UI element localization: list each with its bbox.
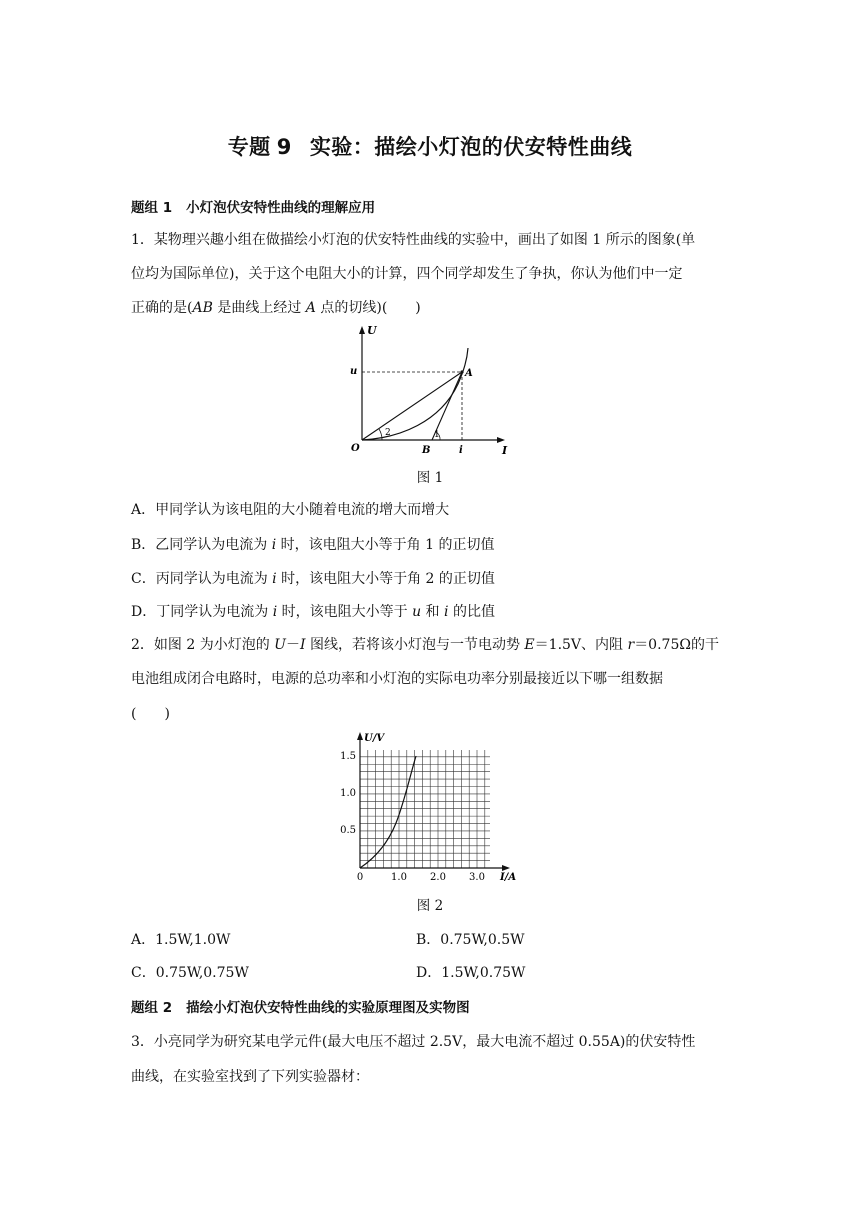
q2-line-1-dash: － (285, 637, 300, 653)
fig1-label-u-axis: U (367, 324, 377, 337)
q1-line-3-c: 是曲线上经过 (212, 300, 306, 316)
q1-line-3-ab: AB (192, 300, 213, 316)
q1-line-1: 1．某物理兴趣小组在做描绘小灯泡的伏安特性曲线的实验中，画出了如图 1 所示的图象(单 (131, 232, 696, 248)
q1-option-c-var: i (272, 571, 277, 587)
q2-line-3: ( ) (131, 706, 170, 722)
q1-option-b-post: 时，该电阻大小等于角 1 的正切值 (276, 537, 495, 553)
group-text: 小灯泡伏安特性曲线的理解应用 (186, 200, 376, 216)
q2-line-1-mid: 图线，若将该小灯泡与一节电动势 (305, 637, 525, 653)
q1-option-b-var: i (271, 537, 277, 553)
figure-1 (340, 322, 520, 457)
fig1-label-b: B (422, 445, 431, 456)
title-text: 实验：描绘小灯泡的伏安特性曲线 (309, 135, 633, 159)
q1-option-c-post: 时，该电阻大小等于角 2 的正切值 (276, 571, 495, 587)
q3-line-2: 曲线，在实验室找到了下列实验器材： (131, 1069, 369, 1085)
q1-option-a: A．甲同学认为该电阻的大小随着电流的增大而增大 (131, 502, 450, 518)
q2-line-1-u: U (274, 637, 286, 653)
group-heading-1 (131, 196, 375, 216)
fig1-x-arrow (497, 437, 505, 443)
fig1-label-a: A (465, 368, 473, 379)
title-prefix: 专题 (227, 135, 271, 159)
fig2-x-tick-2-0: 2.0 (430, 872, 446, 883)
q2-line-1-e: E (524, 637, 535, 653)
figure-2 (330, 728, 530, 888)
q2-line-1-emf: ＝1.5V、内阻 (534, 637, 628, 653)
fig1-label-o: O (351, 443, 360, 454)
q2-option-c: C．0.75W,0.75W (131, 965, 249, 981)
fig2-x-tick-1-0: 1.0 (391, 872, 407, 883)
q1-option-c (131, 568, 495, 588)
fig1-point-a (460, 370, 463, 373)
q2-line-2: 电池组成闭合电路时，电源的总功率和小灯泡的实际电功率分别最接近以下哪一组数据 (131, 671, 663, 687)
q2-line-1-pre: 2．如图 2 为小灯泡的 (131, 637, 275, 653)
fig1-label-i-axis: I (502, 444, 508, 457)
q2-line-1-i: I (299, 637, 306, 653)
q2-option-b: B．0.75W,0.5W (416, 932, 525, 948)
q1-option-d-pre: D．丁同学认为电流为 (131, 604, 273, 620)
title-number: 9 (276, 135, 292, 159)
fig2-y-tick-1-0: 1.0 (340, 788, 356, 799)
q1-option-d-var3: i (444, 604, 449, 620)
fig1-label-i: i (459, 445, 463, 456)
fig2-y-tick-0-5: 0.5 (340, 825, 356, 836)
q2-option-d: D．1.5W,0.75W (416, 965, 526, 981)
page-title (0, 131, 860, 161)
q1-option-d-post: 的比值 (448, 604, 495, 620)
fig2-y-arrow (357, 732, 363, 740)
group-label: 题组 1 (131, 200, 173, 216)
fig2-x-tick-0: 0 (356, 872, 364, 883)
fig2-iv-curve (360, 756, 416, 868)
q2-option-a: A．1.5W,1.0W (131, 932, 231, 948)
q1-option-d-mid1: 时，该电阻大小等于 (277, 604, 413, 620)
q2-line-1 (131, 634, 719, 654)
fig1-label-u: u (350, 366, 358, 377)
q1-option-d-var2: u (412, 604, 422, 620)
fig2-x-tick-3-0: 3.0 (469, 872, 485, 883)
q1-option-d-var: i (272, 604, 278, 620)
fig2-x-axis-label: I/A (500, 872, 517, 883)
q3-line-1: 3．小亮同学为研究某电学元件(最大电压不超过 2.5V，最大电流不超过 0.55A)的伏安特性 (131, 1034, 696, 1050)
q1-line-3 (131, 297, 421, 317)
figure-1-caption: 图 1 (416, 470, 444, 486)
q1-option-b-pre: B．乙同学认为电流为 (131, 537, 272, 553)
q1-option-d (131, 601, 495, 621)
fig1-label-angle-1: 1 (434, 430, 440, 440)
fig2-y-tick-1-5: 1.5 (340, 751, 356, 762)
q2-line-1-rval: ＝0.75Ω的干 (634, 637, 719, 653)
q1-line-3-a-point: A (305, 300, 316, 316)
q1-line-3-a: 正确的是( (131, 300, 193, 316)
fig1-y-arrow (359, 326, 365, 334)
group-text: 描绘小灯泡伏安特性曲线的实验原理图及实物图 (186, 1000, 470, 1016)
group-heading-2 (131, 996, 470, 1016)
fig1-label-angle-2: 2 (385, 428, 391, 438)
q2-line-1-r: r (627, 637, 635, 653)
group-label: 题组 2 (131, 1000, 173, 1016)
q1-option-b (131, 534, 495, 554)
q1-option-d-mid2: 和 (421, 604, 445, 620)
q1-line-3-e: 点的切线)( ) (315, 300, 421, 316)
q1-line-2: 位均为国际单位)，关于这个电阻大小的计算，四个同学却发生了争执，你认为他们中一定 (131, 266, 683, 282)
fig2-y-axis-label: U/V (364, 733, 385, 744)
q1-option-c-pre: C．丙同学认为电流为 (131, 571, 273, 587)
figure-2-caption: 图 2 (416, 898, 444, 914)
fig2-x-arrow (502, 865, 510, 871)
